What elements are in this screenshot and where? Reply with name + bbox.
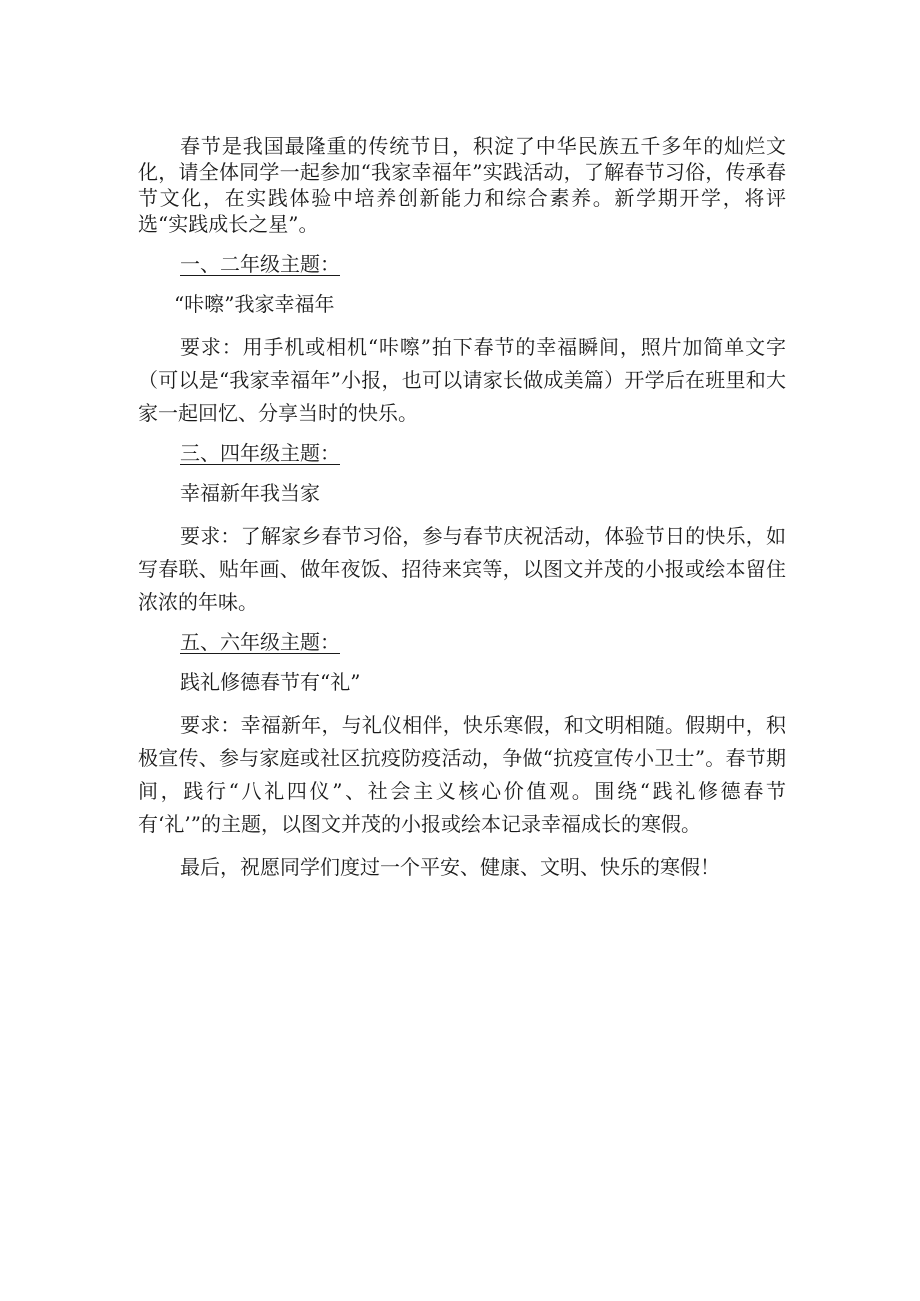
section-theme-grade-3-4: 幸福新年我当家 bbox=[180, 481, 320, 505]
section-requirement-grade-5-6: 要求：幸福新年，与礼仪相伴，快乐寒假，和文明相随。假期中，积极宣传、参与家庭或社区抗疫防疫活动，争做“抗疫宣传小卫士”。春节期间，践行“八礼四仪”、社会主义核心价值观。围绕“践礼修德春节有‘礼’”的主题，以图文并茂的小报或绘本记录幸福成长的寒假。 bbox=[138, 713, 786, 836]
section-requirement-grade-1-2: 要求：用手机或相机“咔嚓”拍下春节的幸福瞬间，照片加简单文字（可以是“我家幸福年”小报，也可以请家长做成美篇）开学后在班里和大家一起回忆、分享当时的快乐。 bbox=[138, 335, 786, 425]
section-requirement-grade-3-4: 要求：了解家乡春节习俗，参与春节庆祝活动，体验节日的快乐，如写春联、贴年画、做年夜饭、招待来宾等，以图文并茂的小报或绘本留住浓浓的年味。 bbox=[138, 524, 786, 614]
intro-paragraph: 春节是我国最隆重的传统节日，积淀了中华民族五千多年的灿烂文化，请全体同学一起参加“我家幸福年”实践活动，了解春节习俗，传承春节文化，在实践体验中培养创新能力和综合素养。新学期开学，将评选“实践成长之星”。 bbox=[138, 134, 786, 236]
section-heading-grade-1-2: 一、二年级主题： bbox=[180, 252, 340, 276]
section-theme-grade-1-2: “咔嚓”我家幸福年 bbox=[174, 292, 335, 316]
document-body bbox=[138, 133, 786, 884]
closing-paragraph: 最后，祝愿同学们度过一个平安、健康、文明、快乐的寒假！ bbox=[180, 855, 720, 879]
section-heading-grade-5-6: 五、六年级主题： bbox=[180, 630, 340, 654]
section-theme-grade-5-6: 践礼修德春节有“礼” bbox=[180, 670, 361, 694]
section-heading-grade-3-4: 三、四年级主题： bbox=[180, 441, 340, 465]
